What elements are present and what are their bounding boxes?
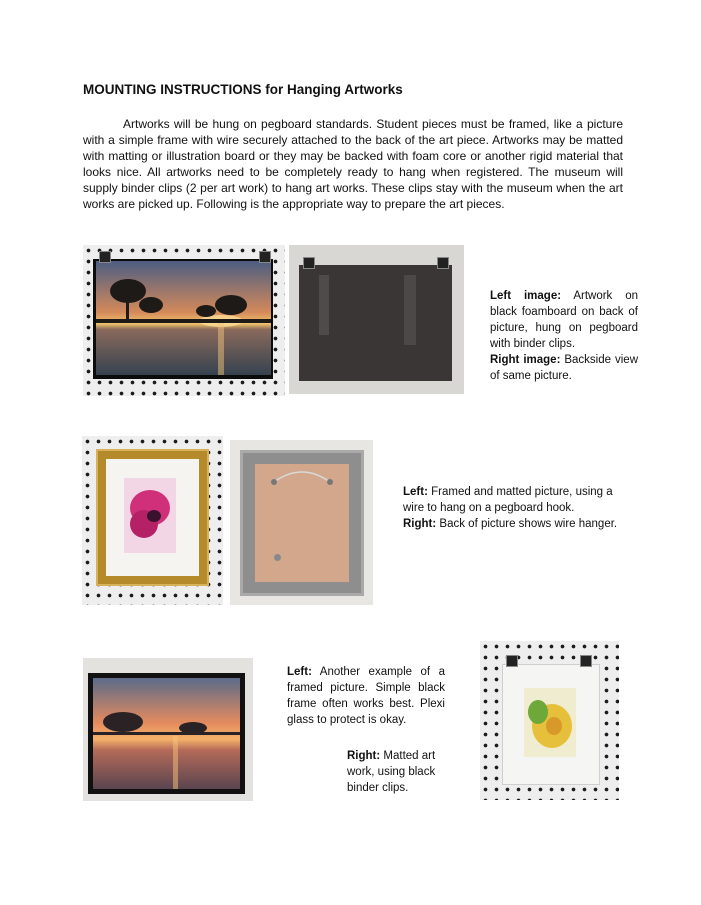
photo-matted-clips xyxy=(480,641,619,800)
caption-row3-right-label: Right: xyxy=(347,750,381,762)
page-title: MOUNTING INSTRUCTIONS for Hanging Artworks xyxy=(83,82,403,97)
intro-paragraph: Artworks will be hung on pegboard standards. Student pieces must be framed, like a picture with a simple frame with wire securely attached to the back of the art piece. Artworks may be matted with matting or illustration board or they may be backed with foam core or another rigid material that looks nice. All artworks need to be completely ready to hang when registered. The museum will supply binder clips (2 per art work) to hang art works. These clips stay with the museum when the art works are picked up. Following is the appropriate way to prepare the art pieces. xyxy=(83,117,623,211)
binder-clip-right xyxy=(259,251,271,263)
hanging-wire xyxy=(270,468,334,488)
caption-row1-right-text: Backside view of same picture. xyxy=(490,354,638,382)
caption-row3-right xyxy=(347,748,445,796)
photo-framed-back xyxy=(230,440,373,605)
caption-row2-right-label: Right: xyxy=(403,518,437,530)
pegboard-hook xyxy=(274,554,281,561)
caption-row2-right-text: Back of picture shows wire hanger. xyxy=(436,518,618,530)
photo-framed-front xyxy=(82,436,223,605)
photo-black-frame xyxy=(83,658,253,801)
caption-row1 xyxy=(490,288,638,384)
caption-row3-right-text: Matted art work, using black binder clips. xyxy=(347,750,436,794)
binder-clip-left xyxy=(99,251,111,263)
caption-row3-left xyxy=(287,664,445,728)
binder-clip-left xyxy=(303,257,315,269)
pink-flower-artwork xyxy=(124,478,176,553)
caption-row3-left-label: Left: xyxy=(287,666,312,678)
binder-clip-right xyxy=(580,655,592,667)
sunset-lake-artwork xyxy=(96,261,271,375)
photo-foamboard-front xyxy=(83,245,285,396)
caption-row3-left-text: Another example of a framed picture. Simple black frame often works best. Plexi glass to protect is okay. xyxy=(287,666,445,726)
photo-foamboard-back xyxy=(289,245,464,394)
binder-clip-right xyxy=(437,257,449,269)
caption-row1-right-label: Right image: xyxy=(490,354,561,366)
caption-row2-left-label: Left: xyxy=(403,486,428,498)
caption-row2 xyxy=(403,484,635,532)
binder-clip-left xyxy=(506,655,518,667)
sunset-lake-artwork xyxy=(93,678,240,789)
caption-row2-left-text: Framed and matted picture, using a wire to hang on a pegboard hook. xyxy=(403,486,613,514)
yellow-flower-artwork xyxy=(524,688,576,757)
caption-row1-left-text: Artwork on black foamboard on back of picture, hung on pegboard with binder clips. xyxy=(490,290,639,350)
caption-row1-left-label: Left image: xyxy=(490,290,562,302)
